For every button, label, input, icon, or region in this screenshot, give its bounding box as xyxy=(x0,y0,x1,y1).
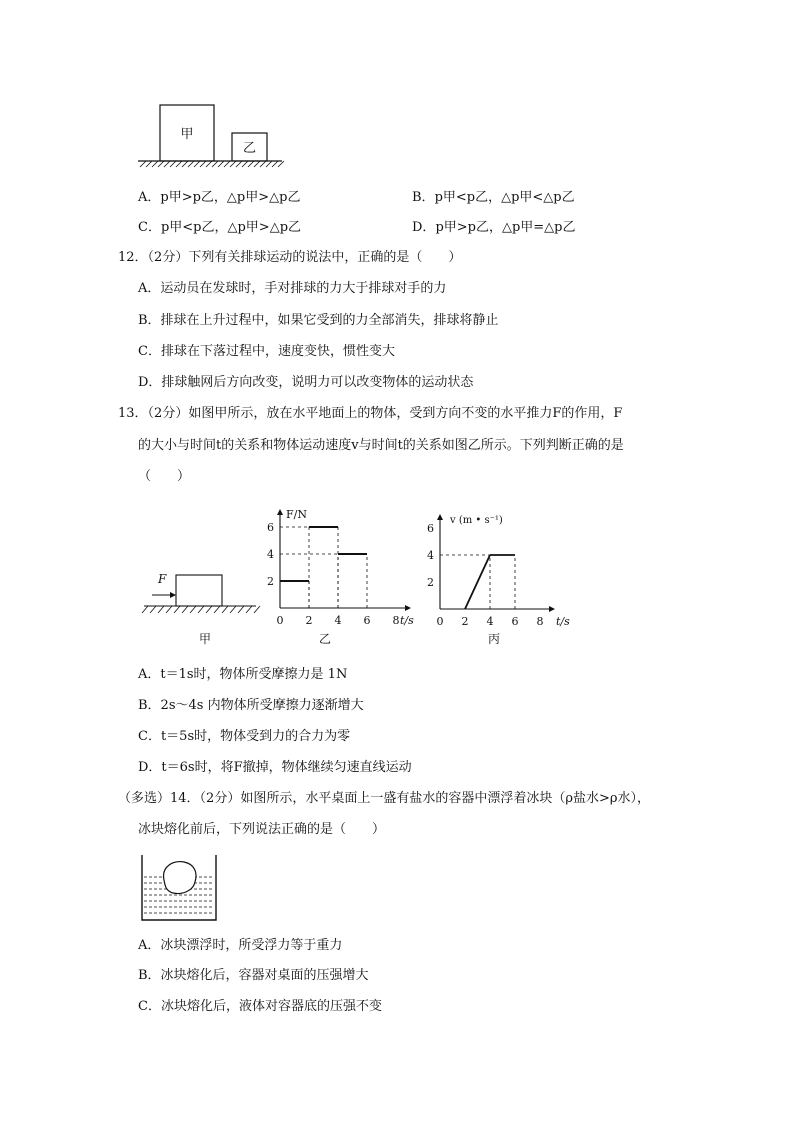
ft-x-tick-label-0: 0 xyxy=(276,614,284,627)
ft-y-tick-label-2: 2 xyxy=(267,575,274,588)
q14-option-c: C．冰块熔化后，液体对容器底的压强不变 xyxy=(138,999,382,1014)
q11-option-c-label: C． xyxy=(138,220,161,235)
q12-option-c: C．排球在下落过程中，速度变快，惯性变大 xyxy=(138,344,395,359)
vt-y-tick-label-2: 2 xyxy=(427,576,434,589)
q14-multi-select-tag: （多选） xyxy=(118,791,171,806)
ft-x-axis-arrowhead xyxy=(405,605,411,611)
q11-option-b-text: p甲<p乙，△p甲<△p乙 xyxy=(434,190,575,205)
ft-y-axis-label: F/N xyxy=(286,508,307,521)
q12-option-a: A．运动员在发球时，手对排球的力大于排球对手的力 xyxy=(138,281,447,296)
q13-option-b: B．2s～4s 内物体所受摩擦力逐渐增大 xyxy=(138,698,364,713)
q14-stem-text: 14．（2分）如图所示，水平桌面上一盛有盐水的容器中漂浮着冰块（ρ盐水>ρ水）， xyxy=(170,791,651,806)
q13-stem-line-3: （ ） xyxy=(138,469,191,484)
q12-stem: 12．（2分）下列有关排球运动的说法中，正确的是（ ） xyxy=(118,250,462,265)
q11-option-d-label: D． xyxy=(412,220,436,235)
q13-figure-jia xyxy=(138,565,268,650)
q13-option-a: A．t＝1s时，物体所受摩擦力是 1N xyxy=(138,667,348,682)
q14-beaker-figure xyxy=(138,850,223,925)
block-jia-label: 甲 xyxy=(180,127,194,142)
q11-option-a xyxy=(138,190,300,206)
vt-x-tick-label-8: 8 xyxy=(536,615,544,628)
ground-hatching xyxy=(140,161,284,167)
vt-x-axis-arrowhead xyxy=(549,606,555,612)
ft-caption: 乙 xyxy=(318,632,332,646)
q14-option-a: A．冰块漂浮时，所受浮力等于重力 xyxy=(138,938,343,953)
q12-option-b: B．排球在上升过程中，如果它受到的力全部消失，排球将静止 xyxy=(138,313,499,328)
ft-x-tick-label-4: 4 xyxy=(334,614,342,627)
q13-stem-line-2: 的大小与时间t的关系和物体运动速度v与时间t的关系如图乙所示。下列判断正确的是 xyxy=(138,438,624,453)
ft-x-tick-label-2: 2 xyxy=(305,614,313,627)
q11-option-c-text: p甲<p乙，△p甲>△p乙 xyxy=(160,220,302,235)
vt-x-tick-label-2: 2 xyxy=(461,615,469,628)
q14-stem-line-2: 冰块熔化前后，下列说法正确的是（ ） xyxy=(138,822,386,837)
q13-option-c: C．t＝5s时，物体受到力的合力为零 xyxy=(138,729,351,744)
q11-option-a-text: p甲>p乙，△p甲>△p乙 xyxy=(160,190,301,205)
ft-y-axis-arrowhead xyxy=(277,509,283,515)
vt-x-tick-label-4: 4 xyxy=(486,615,494,628)
q13-option-d: D．t＝6s时，将F撤掉，物体继续匀速直线运动 xyxy=(138,760,412,775)
q11-option-a-label: A． xyxy=(138,190,161,205)
q11-option-c xyxy=(138,220,301,236)
ft-y-tick-label-4: 4 xyxy=(267,548,274,561)
force-label: F xyxy=(158,572,167,586)
vt-x-tick-label-6: 6 xyxy=(511,615,519,628)
ft-x-tick-label-6: 6 xyxy=(363,614,371,627)
vt-y-tick-label-6: 6 xyxy=(427,522,434,535)
vt-x-axis-label: t/s xyxy=(556,615,570,628)
q14-stem-line-1 xyxy=(118,791,650,807)
q14-option-b: B．冰块熔化后，容器对桌面的压强增大 xyxy=(138,968,369,983)
q11-figure xyxy=(130,95,300,175)
q11-option-d-text: p甲>p乙，△p甲=△p乙 xyxy=(435,220,576,235)
vt-y-axis-arrowhead xyxy=(437,514,443,520)
ft-chart xyxy=(268,500,428,650)
pushed-block xyxy=(176,575,222,606)
ft-y-tick-label-6: 6 xyxy=(267,521,274,534)
force-arrowhead xyxy=(170,592,176,598)
q13-stem-line-1: 13．（2分）如图甲所示，放在水平地面上的物体，受到方向不变的水平推力F的作用，F xyxy=(118,406,623,421)
figure-jia-caption: 甲 xyxy=(198,632,212,646)
vt-x-tick-label-0: 0 xyxy=(436,615,444,628)
vt-caption: 丙 xyxy=(487,632,501,646)
vt-y-axis-label: v (m • s⁻¹) xyxy=(450,515,503,526)
q11-option-d xyxy=(412,220,576,236)
floor-hatching xyxy=(142,606,260,613)
block-yi-label: 乙 xyxy=(242,141,257,156)
ice-block xyxy=(164,862,196,894)
q11-option-b xyxy=(412,190,575,206)
vt-segment-1 xyxy=(465,555,490,609)
q11-option-b-label: B． xyxy=(412,190,435,205)
ft-x-tick-label-8: 8 xyxy=(392,614,400,627)
vt-chart xyxy=(428,505,588,650)
vt-y-tick-label-4: 4 xyxy=(427,549,434,562)
q12-option-d: D．排球触网后方向改变，说明力可以改变物体的运动状态 xyxy=(138,375,474,390)
ft-x-axis-label: t/s xyxy=(400,614,414,627)
